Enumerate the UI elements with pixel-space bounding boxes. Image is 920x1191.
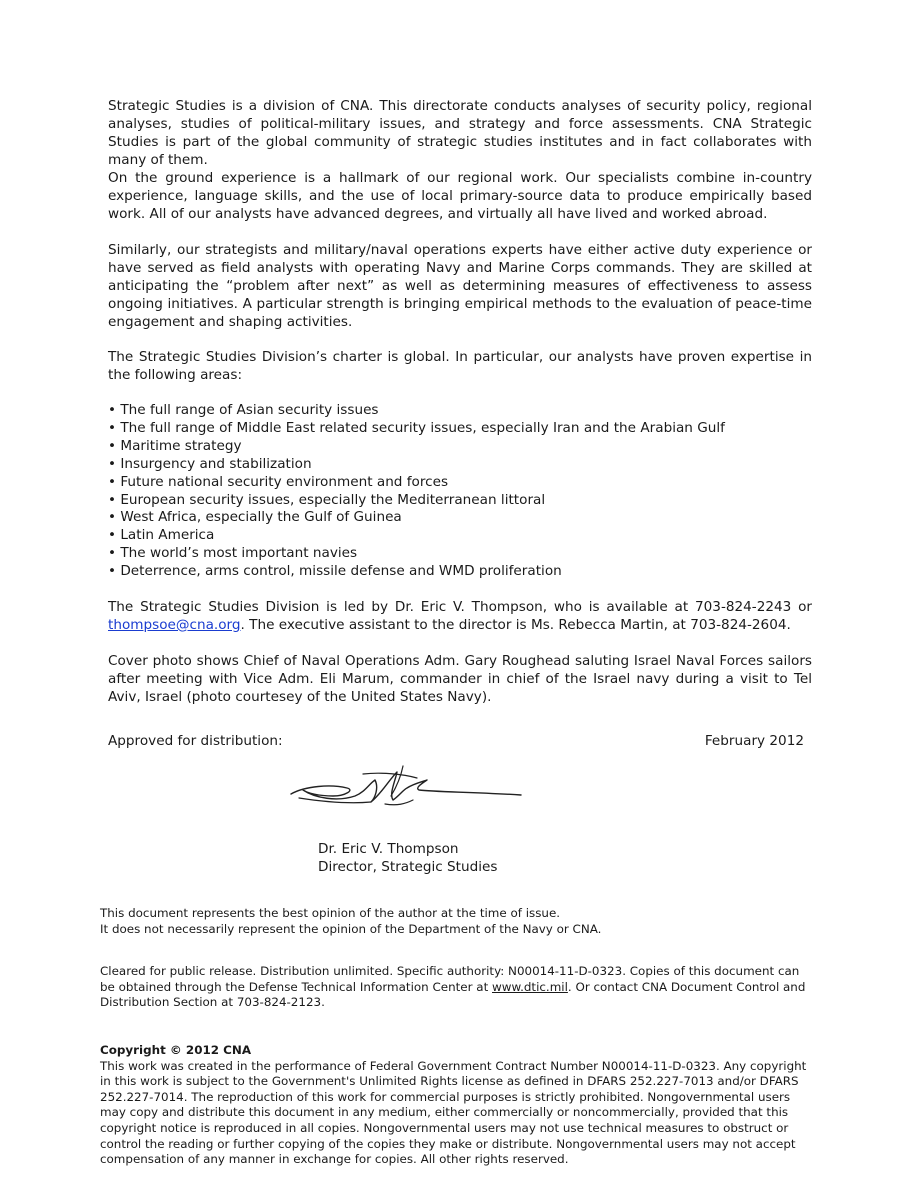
- list-item: • The full range of Asian security issues: [108, 402, 725, 420]
- list-item: • Maritime strategy: [108, 438, 725, 456]
- leader-text-a: The Strategic Studies Division is led by Dr. Eric V. Thompson, who is available at 703-824-2243 or: [108, 599, 812, 615]
- list-item: • Future national security environment and forces: [108, 474, 725, 492]
- disclaimer-line-2: It does not necessarily represent the opinion of the Department of the Navy or CNA.: [100, 921, 602, 936]
- signature-block: [318, 840, 497, 876]
- list-item: • Latin America: [108, 527, 725, 545]
- director-signature: [285, 762, 525, 814]
- disclaimer: [100, 906, 810, 937]
- copyright-body: This work was created in the performance of Federal Government Contract Number N00014-11-D-0323. Any copyright in this work is subject to the Government's Unlimited Rights license as defined in DFARS 252.227-7013 and/or DFARS 252.227-7014. The reproduction of this work for commercial purposes is strictly prohibited. Nongovernmental users may copy and distribute this document in any medium, either commercially or noncommercially, provided that this copyright notice is reproduced in all copies. Nongovernmental users may not use technical measures to obstruct or control the reading or further copying of the copies they make or distribute. Nongovernmental users may not accept compensation of any manner in exchange for copies. All other rights reserved.: [100, 1058, 807, 1167]
- release-text-a: Cleared for public release. Distribution unlimited. Specific authority: N00014-11-D-0323. Copies of this document can be obtained through the Defense Technical Information Center at: [100, 964, 800, 994]
- list-item: • West Africa, especially the Gulf of Guinea: [108, 509, 725, 527]
- disclaimer-line-1: This document represents the best opinion of the author at the time of issue.: [100, 906, 561, 920]
- signer-name: Dr. Eric V. Thompson: [318, 841, 459, 857]
- paragraph-strategists: Similarly, our strategists and military/naval operations experts have either active duty experience or have served as field analysts with operating Navy and Marine Corps commands. They are skilled at anticipating the “problem after next” as well as determining measures of effectiveness to assess ongoing initiatives. A particular strength is bringing empirical methods to the evaluation of peace-time engagement and shaping activities.: [108, 242, 812, 330]
- approval-label: Approved for distribution:: [108, 733, 283, 749]
- release-notice: [100, 964, 810, 1011]
- release-text-b: . Or contact CNA Document Control and Distribution Section at 703-824-2123.: [100, 979, 806, 1010]
- expertise-list: [108, 402, 725, 581]
- paragraph-leadership: [108, 598, 812, 634]
- dtic-link[interactable]: www.dtic.mil: [492, 979, 568, 994]
- approval-date: February 2012: [704, 733, 804, 749]
- paragraph-charter: The Strategic Studies Division’s charter is global. In particular, our analysts have proven expertise in the following areas:: [108, 349, 812, 383]
- list-item: • Insurgency and stabilization: [108, 456, 725, 474]
- copyright-heading: Copyright © 2012 CNA: [100, 1043, 252, 1057]
- leader-text-b: . The executive assistant to the director is Ms. Rebecca Martin, at 703-824-2604.: [240, 617, 791, 633]
- director-email-link[interactable]: thompsoe@cna.org: [108, 617, 241, 633]
- list-item: • The full range of Middle East related security issues, especially Iran and the Arabian Gulf: [108, 420, 725, 438]
- paragraph-division-intro: Strategic Studies is a division of CNA. This directorate conducts analyses of security policy, regional analyses, studies of political-military issues, and strategy and force assessments. CNA Strategic Studies is part of the global community of strategic studies institutes and in fact collaborates with many of them.: [108, 98, 812, 168]
- paragraph-cover-photo: Cover photo shows Chief of Naval Operations Adm. Gary Roughead saluting Israel Naval Forces sailors after meeting with Vice Adm. Eli Marum, commander in chief of the Israel navy during a visit to Tel Aviv, Israel (photo courtesey of the United States Navy).: [108, 653, 812, 705]
- list-item: • Deterrence, arms control, missile defense and WMD proliferation: [108, 563, 725, 581]
- list-item: • The world’s most important navies: [108, 545, 725, 563]
- paragraph-ground-experience: On the ground experience is a hallmark of our regional work. Our specialists combine in-country experience, language skills, and the use of local primary-source data to produce empirically based work. All of our analysts have advanced degrees, and virtually all have lived and worked abroad.: [108, 170, 812, 222]
- list-item: • European security issues, especially the Mediterranean littoral: [108, 492, 725, 510]
- signer-title: Director, Strategic Studies: [318, 859, 498, 875]
- copyright-notice: [100, 1043, 810, 1168]
